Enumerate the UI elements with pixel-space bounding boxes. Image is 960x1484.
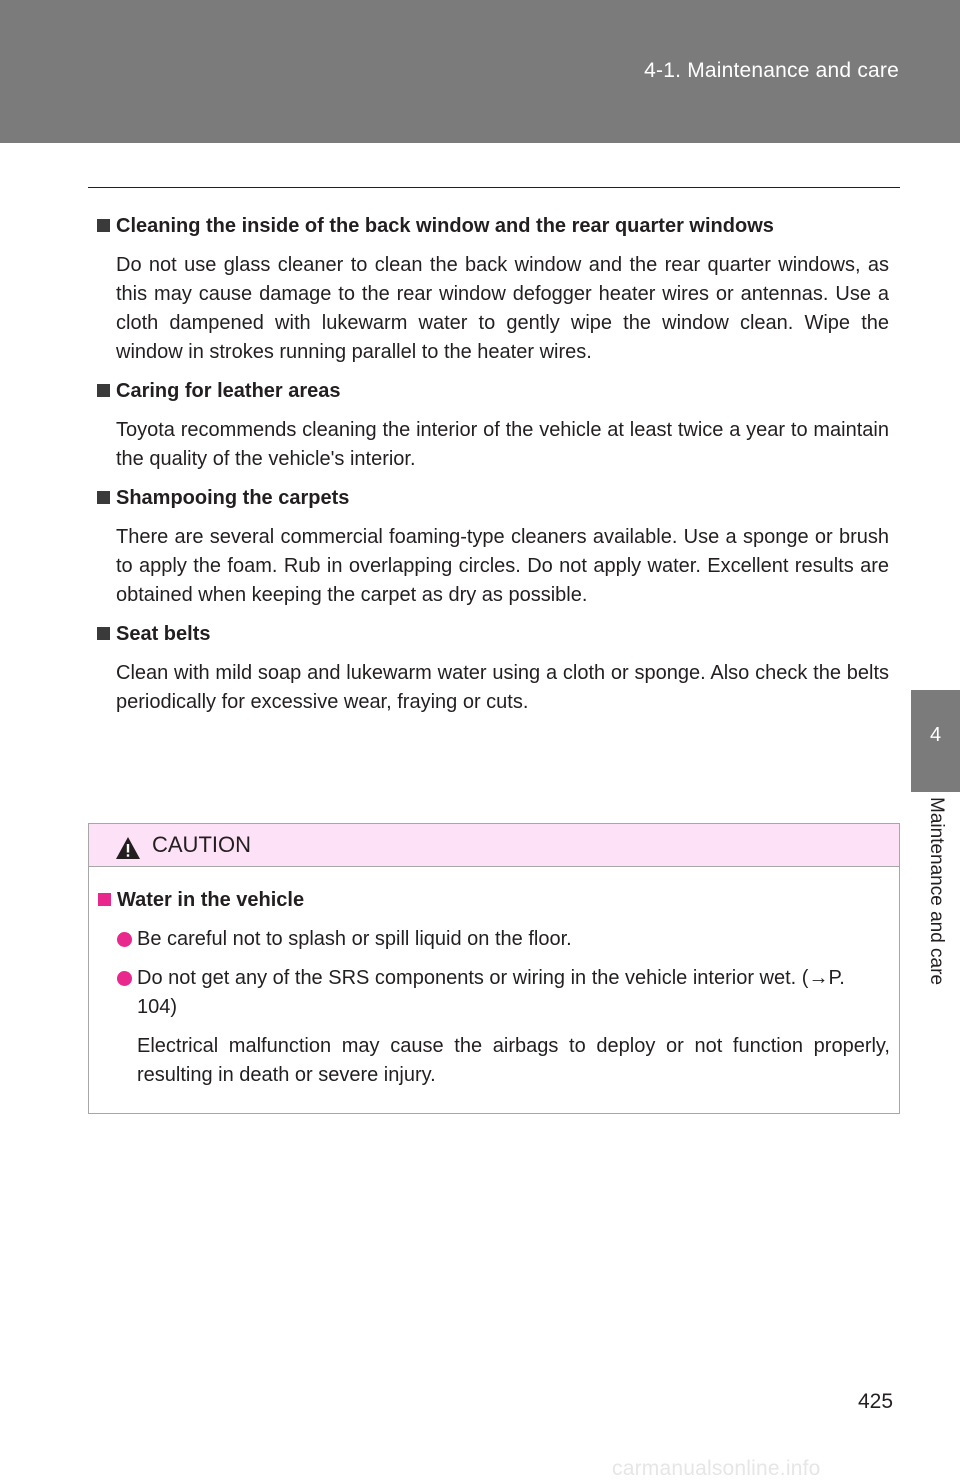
section-body: Clean with mild soap and lukewarm water using a cloth or sponge. Also check the belts periodically for excessive wear, fraying or cuts. — [116, 662, 889, 713]
chapter-label: Maintenance and care — [926, 797, 947, 986]
section-heading: Cleaning the inside of the back window and the rear quarter windows — [97, 212, 889, 241]
square-bullet-icon — [97, 627, 110, 640]
caution-box — [88, 823, 900, 1114]
square-bullet-icon — [97, 491, 110, 504]
section-heading: Seat belts — [97, 620, 889, 649]
header-rule — [88, 187, 900, 188]
caution-bullet: Do not get any of the SRS components or wiring in the vehicle interior wet. (→P. 104) — [117, 964, 890, 1022]
chapter-number: 4 — [929, 724, 942, 746]
section-body: There are several commercial foaming-type cleaners available. Use a sponge or brush to apply the foam. Rub in overlapping circles. Do not apply water. Excellent results are obtained when keeping the carpet as dry as possible. — [116, 526, 889, 606]
caution-title: CAUTION — [152, 832, 251, 857]
caution-note: Electrical malfunction may cause the airbags to deploy or not function properly, resulting in death or severe injury. — [137, 1035, 890, 1086]
caution-bullet: Be careful not to splash or spill liquid on the floor. — [117, 925, 890, 954]
main-content — [97, 212, 889, 727]
circle-bullet-icon — [117, 932, 132, 947]
square-bullet-icon — [97, 219, 110, 232]
chapter-label-strip — [911, 795, 960, 1025]
page-number: 425 — [858, 1390, 894, 1413]
section-heading: Caring for leather areas — [97, 377, 889, 406]
watermark: carmanualsonline.info — [612, 1457, 821, 1480]
section-body: Toyota recommends cleaning the interior of the vehicle at least twice a year to maintain the quality of the vehicle's interior. — [116, 419, 889, 470]
square-bullet-icon — [98, 893, 111, 906]
section-heading: Shampooing the carpets — [97, 484, 889, 513]
section-body: Do not use glass cleaner to clean the back window and the rear quarter windows, as this may cause damage to the rear window defogger heater wires or antennas. Use a cloth dampened with lukewarm water to gently wipe the window clean. Wipe the window in strokes running parallel to the heater wires. — [116, 254, 889, 363]
caution-header — [89, 824, 899, 867]
section-title: 4-1. Maintenance and care — [644, 59, 899, 82]
square-bullet-icon — [97, 384, 110, 397]
caution-body — [98, 886, 890, 1100]
caution-heading: Water in the vehicle — [98, 886, 890, 915]
warning-triangle-icon — [115, 836, 141, 860]
page-header — [0, 0, 960, 143]
circle-bullet-icon — [117, 971, 132, 986]
chapter-tab — [911, 690, 960, 792]
